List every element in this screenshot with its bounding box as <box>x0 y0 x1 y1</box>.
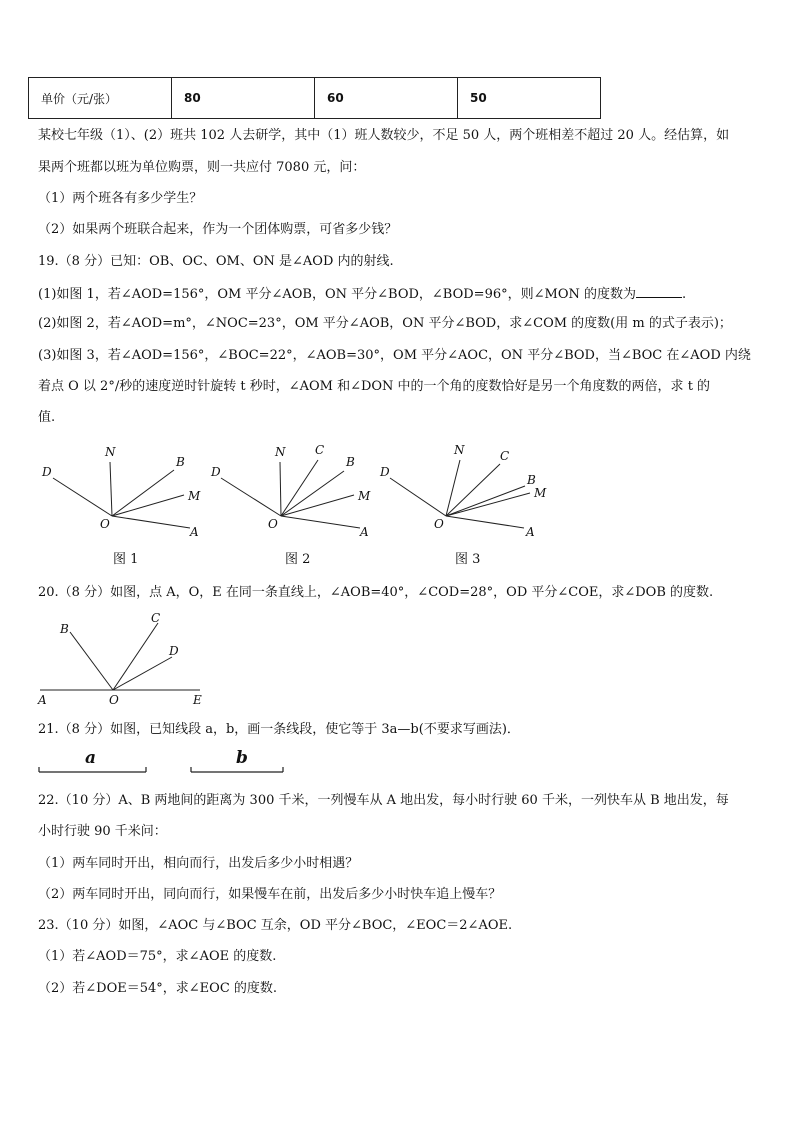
q20-stem: 20.（8 分）如图，点 A，O，E 在同一条直线上，∠AOB=40°，∠COD=28°，OD 平分∠COE，求∠DOB 的度数. <box>38 585 714 600</box>
q19-part2: (2)如图 2，若∠AOD=m°，∠NOC=23°，OM 平分∠AOB，ON 平分∠BOD，求∠COM 的度数(用 m 的式子表示)； <box>38 316 732 331</box>
q22-line1: 22.（10 分）A、B 两地间的距离为 300 千米，一列慢车从 A 地出发，每小时行驶 60 千米，一列快车从 B 地出发，每 <box>38 793 729 808</box>
label-c: C <box>500 449 510 463</box>
q19-stem: 19.（8 分）已知：OB、OC、OM、ON 是∠AOD 内的射线. <box>38 254 394 269</box>
ray-om <box>112 495 184 516</box>
q21-segments <box>30 745 300 777</box>
q22-part2: （2）两车同时开出，同向而行，如果慢车在前，出发后多少小时快车追上慢车？ <box>38 887 502 902</box>
ray-om <box>281 495 354 516</box>
q21-stem: 21.（8 分）如图，已知线段 a，b，画一条线段，使它等于 3a—b(不要求写画法)． <box>38 722 520 737</box>
ray-on <box>446 460 460 516</box>
label-a: A <box>38 693 47 705</box>
q20-figure <box>30 605 220 705</box>
ray-od <box>390 478 446 516</box>
ray-ob <box>112 470 174 516</box>
ray-od <box>221 478 281 516</box>
label-e: E <box>193 693 202 705</box>
label-b: B <box>346 455 355 469</box>
label-o: O <box>109 693 119 705</box>
q18-part2: （2）如果两个班联合起来，作为一个团体购票，可省多少钱？ <box>38 222 398 237</box>
q18-part1: （1）两个班各有多少学生？ <box>38 191 203 206</box>
ray-oa <box>112 516 190 528</box>
table-cell: 80 <box>172 78 315 119</box>
ray-ob <box>70 632 113 690</box>
ray-oa <box>281 516 360 528</box>
table-header-cell: 单价（元/张） <box>29 78 172 119</box>
ray-oc <box>113 623 158 690</box>
label-b: B <box>60 622 69 636</box>
label-c: C <box>315 443 325 457</box>
ray-oc <box>281 460 318 516</box>
figure-1 <box>53 462 190 528</box>
ray-od <box>53 478 112 516</box>
label-n: N <box>105 445 116 459</box>
ray-on <box>280 462 281 516</box>
q19-part1 <box>38 285 686 303</box>
label-a: A <box>190 525 199 539</box>
answer-blank <box>636 285 682 298</box>
q19-part3-line3: 值. <box>38 410 56 425</box>
label-n: N <box>454 443 465 457</box>
ray-ob <box>281 471 344 516</box>
label-d: D <box>211 465 221 479</box>
q19-part1-text: (1)如图 1，若∠AOD=156°，OM 平分∠AOB，ON 平分∠BOD，∠BOD=96°，则∠MON 的度数为 <box>38 287 636 302</box>
label-d: D <box>42 465 52 479</box>
label-b: B <box>527 473 536 487</box>
label-c: C <box>151 611 161 625</box>
q23-part1: （1）若∠AOD＝75°，求∠AOE 的度数. <box>38 949 277 964</box>
label-d: D <box>169 644 179 658</box>
q23-stem: 23.（10 分）如图，∠AOC 与∠BOC 互余，OD 平分∠BOC，∠EOC＝2∠AOE. <box>38 918 513 933</box>
label-o: O <box>100 517 110 531</box>
table-row <box>29 78 601 119</box>
label-o: O <box>434 517 444 531</box>
label-m: M <box>358 489 371 503</box>
ray-oa <box>446 516 524 528</box>
table-cell: 60 <box>315 78 458 119</box>
label-a: A <box>360 525 369 539</box>
price-table <box>28 77 601 119</box>
segment-a-label: a <box>85 748 97 768</box>
ray-ob <box>446 486 525 516</box>
q19-part3-line1: (3)如图 3，若∠AOD=156°，∠BOC=22°，∠AOB=30°，OM 平分∠AOC，ON 平分∠BOD，当∠BOC 在∠AOD 内绕 <box>38 348 751 363</box>
label-a: A <box>526 525 535 539</box>
q19-part3-line2: 着点 O 以 2°/秒的速度逆时针旋转 t 秒时，∠AOM 和∠DON 中的一个角的度数恰好是另一个角度数的两倍，求 t 的 <box>38 379 711 394</box>
label-m: M <box>188 489 201 503</box>
q18-line2: 果两个班都以班为单位购票，则一共应付 7080 元，问： <box>38 160 366 175</box>
label-m: M <box>534 486 547 500</box>
q19-part1-end: . <box>681 287 687 302</box>
label-o: O <box>268 517 278 531</box>
figure-3-caption: 图 3 <box>455 552 481 567</box>
q22-part1: （1）两车同时开出，相向而行，出发后多少小时相遇？ <box>38 856 359 871</box>
segment-b-label: b <box>236 748 248 768</box>
q23-part2: （2）若∠DOE＝54°，求∠EOC 的度数. <box>38 981 278 996</box>
figure-1-caption: 图 1 <box>113 552 139 567</box>
figure-2 <box>221 460 360 528</box>
ray-od <box>113 657 172 690</box>
label-d: D <box>380 465 390 479</box>
table-cell: 50 <box>458 78 601 119</box>
figure-2-caption: 图 2 <box>285 552 311 567</box>
figure-3 <box>390 460 530 528</box>
label-b: B <box>176 455 185 469</box>
label-n: N <box>275 445 286 459</box>
ray-on <box>110 462 112 516</box>
q22-line2: 小时行驶 90 千米问： <box>38 824 167 839</box>
q18-line1: 某校七年级（1）、(2）班共 102 人去研学，其中（1）班人数较少，不足 50 人，两个班相差不超过 20 人。经估算，如 <box>38 128 730 143</box>
q19-figures <box>0 436 794 546</box>
